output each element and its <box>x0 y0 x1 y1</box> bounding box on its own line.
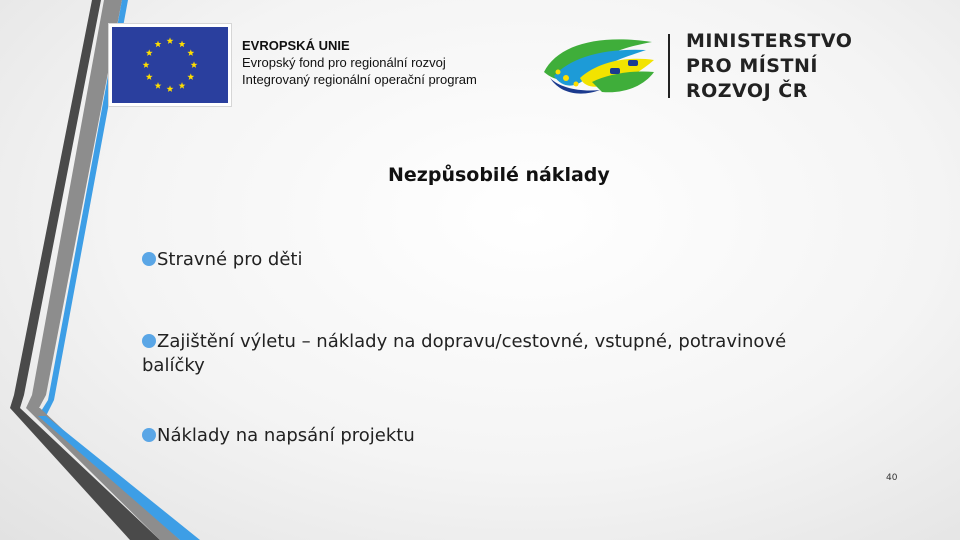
ministry-logo-separator <box>668 34 670 98</box>
ministry-line3: ROZVOJ ČR <box>686 80 808 102</box>
bullet-text-continuation: balíčky <box>142 355 205 376</box>
stripe-bottom-dark <box>10 408 160 540</box>
eu-flag-icon <box>112 27 228 103</box>
eu-logo-line2: Evropský fond pro regionální rozvoj <box>242 55 446 70</box>
bullet-text: Zajištění výletu – náklady na dopravu/cestovné, vstupné, potravinové <box>157 331 787 352</box>
bullet-item <box>142 424 862 448</box>
ministry-logo-text <box>686 29 852 104</box>
eu-logo-line3: Integrovaný regionální operační program <box>242 72 477 87</box>
bullet-dot-icon <box>142 428 156 442</box>
bullet-text: Náklady na napsání projektu <box>157 425 415 446</box>
bullet-dot-icon <box>142 252 156 266</box>
ministry-line1: MINISTERSTVO <box>686 30 853 52</box>
eu-flag-logo <box>108 23 232 107</box>
bullet-item <box>142 248 862 272</box>
slide-title: Nezpůsobilé náklady <box>388 164 610 186</box>
eu-logo-line1: EVROPSKÁ UNIE <box>242 38 350 53</box>
eu-logo-text <box>242 37 477 88</box>
ministry-logo-icon <box>540 32 658 98</box>
page-number: 40 <box>886 473 898 483</box>
bullet-text: Stravné pro děti <box>157 249 303 270</box>
bullet-list <box>142 248 862 448</box>
ministry-line2: PRO MÍSTNÍ <box>686 55 818 77</box>
bullet-item <box>142 330 862 378</box>
bullet-dot-icon <box>142 334 156 348</box>
